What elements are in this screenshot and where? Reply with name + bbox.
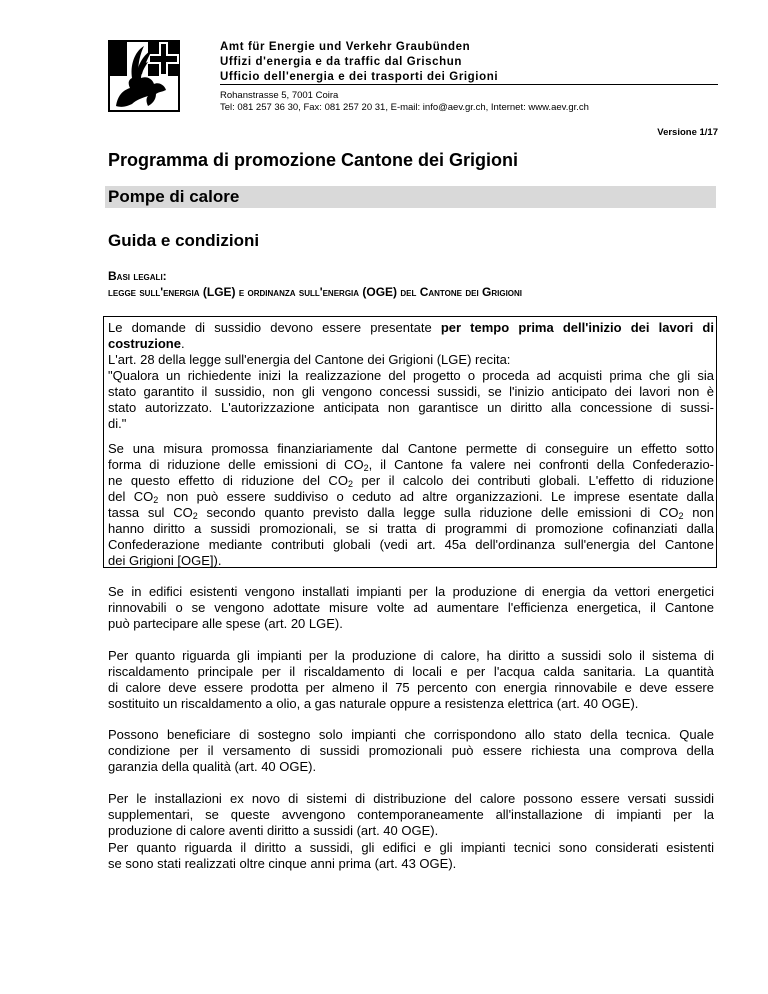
agency-name-romansh: Uffizi d'energia e da traffic dal Grischun bbox=[220, 56, 463, 68]
body-line: produzione di calore aventi diritto a sussidi (art. 40 OGE). bbox=[108, 823, 439, 838]
notice-paragraph-2 bbox=[108, 441, 714, 569]
notice-deadline-emphasis-end: costruzione bbox=[108, 336, 181, 351]
graubuenden-coat-of-arms-logo bbox=[108, 40, 180, 112]
body-line: Per quanto riguarda il diritto a sussidi, gli edifici e gli impianti tecnici sono considerati esistenti bbox=[108, 840, 714, 855]
body-paragraph-distribution-systems bbox=[108, 791, 714, 839]
document-title: Programma di promozione Cantone dei Grigioni bbox=[108, 150, 519, 170]
notice-line: stato garantito il sussidio, non gli vengono concessi sussidi, se l'inizio anticipato dei lavori non è bbox=[108, 384, 714, 399]
body-paragraph-state-of-technology bbox=[108, 727, 714, 775]
body-line: garanzia della qualità (art. 40 OGE). bbox=[108, 759, 317, 774]
body-line: se sono stati realizzati oltre cinque anni prima (art. 43 OGE). bbox=[108, 856, 457, 871]
agency-name-block bbox=[220, 40, 498, 85]
body-line: riscaldamento principale per il riscaldamento di locali e per l'acqua calda sanitaria. La quantità bbox=[108, 664, 714, 679]
notice-lead-text: Le domande di sussidio devono essere presentate bbox=[108, 320, 432, 335]
notice-line: "Qualora un richiedente inizi la realizzazione del progetto o proceda ad acquisti prima che gli sia bbox=[108, 368, 714, 383]
notice-line: L'art. 28 della legge sull'energia del Cantone dei Grigioni (LGE) recita: bbox=[108, 352, 511, 367]
body-line: Per quanto riguarda gli impianti per la produzione di calore, ha diritto a sussidi solo il sistema di bbox=[108, 648, 714, 663]
header-divider bbox=[220, 84, 718, 85]
agency-name-german: Amt für Energie und Verkehr Graubünden bbox=[220, 41, 471, 53]
legal-basis-heading: Basi legali: bbox=[108, 269, 167, 283]
agency-address-block bbox=[220, 90, 589, 114]
body-paragraph-existing-buildings bbox=[108, 840, 714, 872]
notice-line: hanno diritto a sussidi promozionali, se si tratta di programmi di promozione cofinanziati dalla bbox=[108, 521, 714, 536]
notice-line: tassa sul $CO_2$ secondo quanto previsto dalla legge sulla riduzione delle emissioni di $CO_2$ non bbox=[108, 505, 714, 521]
agency-name-italian: Ufficio dell'energia e dei trasporti dei Grigioni bbox=[220, 71, 499, 83]
contact-info: Tel: 081 257 36 30, Fax: 081 257 20 31, E-mail: info@aev.gr.ch, Internet: www.aev.gr.ch bbox=[220, 102, 589, 113]
document-version: Versione 1/17 bbox=[657, 127, 718, 138]
body-paragraph-heat-production bbox=[108, 648, 714, 712]
body-line: sostituito un riscaldamento a olio, a gas naturale oppure a resistenza elettrica (art. 40 OGE). bbox=[108, 696, 639, 711]
body-line: condizione per il versamento di sussidi promozionali può essere richiesta una comprova della bbox=[108, 743, 714, 758]
section-title: Pompe di calore bbox=[108, 187, 240, 206]
notice-line: di." bbox=[108, 416, 127, 431]
notice-period: . bbox=[180, 336, 185, 351]
notice-deadline-emphasis: per tempo prima dell'inizio dei lavori di bbox=[440, 320, 714, 335]
body-line: supplementari, se queste avvengono contemporaneamente all'installazione di impianti per la bbox=[108, 807, 714, 822]
body-line: può partecipare alle spese (art. 20 LGE). bbox=[108, 616, 343, 631]
body-line: Possono beneficiare di sostegno solo impianti che corrispondono allo stato della tecnica. Quale bbox=[108, 727, 714, 742]
notice-line: forma di riduzione delle emissioni di $CO_2$, il Cantone fa valere nei confronti della Confederazio- bbox=[108, 457, 715, 473]
notice-line: del $CO_2$ non può essere suddiviso o ceduto ad altre organizzazioni. Le imprese esentate dalla bbox=[108, 489, 715, 505]
street-address: Rohanstrasse 5, 7001 Coira bbox=[220, 90, 339, 101]
document-subtitle: Guida e condizioni bbox=[108, 231, 260, 250]
body-line: di calore deve essere prodotta per almeno il 75 percento con energia rinnovabile e deve essere bbox=[108, 680, 714, 695]
notice-line: ne questo effetto di riduzione del $CO_2$ per il calcolo dei contributi globali. L'effetto di riduzione bbox=[108, 473, 714, 489]
body-line: Se in edifici esistenti vengono installati impianti per la produzione di energia da vettori energetici bbox=[108, 584, 714, 599]
notice-line: dei Grigioni [OGE]). bbox=[108, 553, 222, 568]
body-line: Per le installazioni ex novo di sistemi di distribuzione del calore possono essere versati sussidi bbox=[108, 791, 714, 806]
notice-line: Confederazione mediante contributi globali (vedi art. 45a dell'ordinanza sull'energia del Cantone bbox=[108, 537, 714, 552]
notice-line: stato autorizzato. L'autorizzazione anticipata non garantisce un diritto alla concessione di sussi- bbox=[108, 400, 714, 415]
body-line: rinnovabili o se vengono adottate misure volte ad aumentare l'efficienza energetica, il Cantone bbox=[108, 600, 714, 615]
body-paragraph-renewable-funding bbox=[108, 584, 714, 632]
legal-basis-line: legge sull'energia (LGE) e ordinanza sull'energia (OGE) del Cantone dei Grigioni bbox=[108, 285, 523, 299]
notice-line: Se una misura promossa finanziariamente dal Cantone permette di conseguire un effetto sotto bbox=[108, 441, 714, 456]
notice-paragraph-1 bbox=[108, 320, 714, 432]
